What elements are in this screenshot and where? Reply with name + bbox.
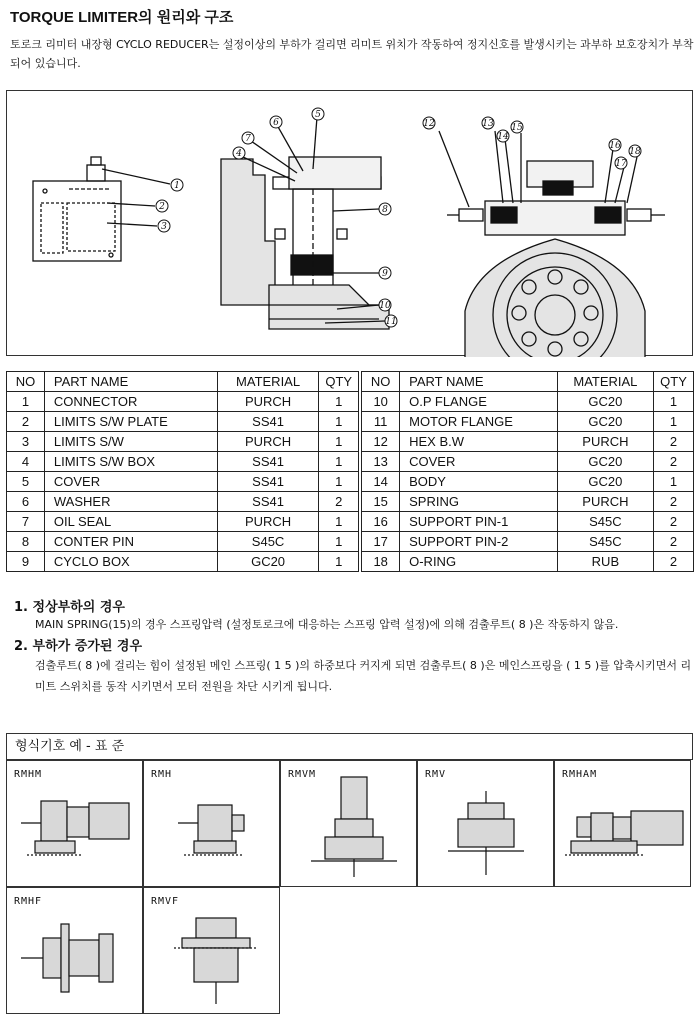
part-no: 10: [362, 392, 400, 412]
part-material: PURCH: [217, 512, 318, 532]
part-no: 12: [362, 432, 400, 452]
model-label: RMVF: [151, 896, 180, 907]
part-material: SS41: [217, 412, 318, 432]
part-qty: 2: [654, 532, 694, 552]
callout-3: 3: [161, 222, 167, 232]
callout-15: 15: [511, 123, 523, 133]
part-name: BODY: [400, 472, 558, 492]
model-label: RMV: [425, 769, 447, 780]
part-name: OIL SEAL: [44, 512, 217, 532]
part-no: 16: [362, 512, 400, 532]
table-header-row: [7, 372, 694, 392]
part-name: LIMITS S/W PLATE: [44, 412, 217, 432]
model-label: RMVM: [288, 769, 317, 780]
part-material: RUB: [557, 552, 653, 572]
part-qty: 2: [654, 552, 694, 572]
callout-13: 13: [482, 119, 494, 129]
part-name: SPRING: [400, 492, 558, 512]
part-qty: 1: [319, 432, 359, 452]
part-no: 5: [7, 472, 45, 492]
model-cell-rmh: [143, 760, 280, 887]
part-material: GC20: [557, 412, 653, 432]
callout-10: 10: [379, 301, 391, 311]
col-part-name-2: PART NAME: [400, 372, 558, 392]
callout-1: 1: [174, 181, 180, 191]
model-cell-rmvm: [280, 760, 417, 887]
part-material: GC20: [557, 472, 653, 492]
table-row: [7, 452, 694, 472]
part-material: SS41: [217, 492, 318, 512]
rmham-drawing: [555, 761, 692, 888]
page-title: TORQUE LIMITER의 원리와 구조: [10, 9, 234, 26]
part-no: 3: [7, 432, 45, 452]
rmhf-drawing: [7, 888, 144, 1015]
part-material: GC20: [557, 452, 653, 472]
part-qty: 1: [319, 452, 359, 472]
part-qty: 1: [319, 512, 359, 532]
part-no: 14: [362, 472, 400, 492]
part-no: 9: [7, 552, 45, 572]
rmv-drawing: [418, 761, 555, 888]
part-no: 8: [7, 532, 45, 552]
col-no: NO: [7, 372, 45, 392]
section1-heading: 1. 정상부하의 경우: [14, 600, 125, 615]
part-name: CONTER PIN: [44, 532, 217, 552]
part-no: 6: [7, 492, 45, 512]
table-row: [7, 432, 694, 452]
model-heading: 형식기호 예 - 표 준: [6, 733, 693, 760]
part-name: O-RING: [400, 552, 558, 572]
part-no: 1: [7, 392, 45, 412]
callout-16: 16: [609, 141, 621, 151]
callout-18: 18: [629, 147, 641, 157]
part-name: CONNECTOR: [44, 392, 217, 412]
part-qty: 1: [654, 392, 694, 412]
table-row: [7, 472, 694, 492]
section2-text: 검출루트( 8 )에 걸리는 힘이 설정된 메인 스프링( 1 5 )의 하중보다 커지게 되면 검출루트( 8 )은 메인스프링을 ( 1 5 )를 압축시키면서 리미트 스위치를 동작 시키면서 모터 전원을 차단 시키게 됩니다.: [35, 659, 692, 693]
part-material: PURCH: [217, 392, 318, 412]
part-name: COVER: [44, 472, 217, 492]
col-material-2: MATERIAL: [557, 372, 653, 392]
rmh-drawing: [144, 761, 281, 888]
part-material: PURCH: [557, 492, 653, 512]
model-label: RMHF: [14, 896, 43, 907]
part-material: SS41: [217, 452, 318, 472]
model-cell-rmvf: [143, 887, 280, 1014]
model-label: RMHM: [14, 769, 43, 780]
col-material: MATERIAL: [217, 372, 318, 392]
table-row: [7, 392, 694, 412]
part-no: 7: [7, 512, 45, 532]
part-name: HEX B.W: [400, 432, 558, 452]
callout-4: 4: [236, 149, 242, 159]
part-qty: 1: [319, 412, 359, 432]
part-qty: 1: [319, 392, 359, 412]
part-material: S45C: [557, 532, 653, 552]
structure-drawing: [7, 91, 694, 357]
callout-6: 6: [273, 118, 279, 128]
callout-14: 14: [497, 132, 509, 142]
model-cell-rmhm: [6, 760, 143, 887]
part-qty: 1: [319, 472, 359, 492]
callout-7: 7: [245, 134, 251, 144]
model-cell-rmham: [554, 760, 691, 887]
rmhm-drawing: [7, 761, 144, 888]
model-cell-rmv: [417, 760, 554, 887]
rmvm-drawing: [281, 761, 418, 888]
col-part-name: PART NAME: [44, 372, 217, 392]
table-row: [7, 552, 694, 572]
table-row: [7, 492, 694, 512]
part-name: O.P FLANGE: [400, 392, 558, 412]
part-qty: 2: [319, 492, 359, 512]
part-material: S45C: [557, 512, 653, 532]
part-material: S45C: [217, 532, 318, 552]
part-qty: 2: [654, 512, 694, 532]
part-qty: 2: [654, 432, 694, 452]
part-name: COVER: [400, 452, 558, 472]
part-no: 4: [7, 452, 45, 472]
part-no: 13: [362, 452, 400, 472]
part-material: GC20: [217, 552, 318, 572]
col-qty: QTY: [319, 372, 359, 392]
callout-8: 8: [382, 205, 388, 215]
section2-heading: 2. 부하가 증가된 경우: [14, 639, 143, 654]
col-no-2: NO: [362, 372, 400, 392]
part-no: 2: [7, 412, 45, 432]
part-name: LIMITS S/W BOX: [44, 452, 217, 472]
table-row: [7, 532, 694, 552]
callout-12: 12: [423, 119, 435, 129]
part-no: 11: [362, 412, 400, 432]
part-material: PURCH: [217, 432, 318, 452]
model-cell-rmhf: [6, 887, 143, 1014]
torque-limiter-figure: [6, 90, 693, 356]
model-label: RMH: [151, 769, 173, 780]
part-material: PURCH: [557, 432, 653, 452]
callout-2: 2: [159, 202, 165, 212]
part-qty: 2: [654, 492, 694, 512]
col-qty-2: QTY: [654, 372, 694, 392]
part-no: 17: [362, 532, 400, 552]
part-qty: 1: [319, 552, 359, 572]
callout-17: 17: [615, 159, 627, 169]
part-qty: 1: [654, 472, 694, 492]
section1-text: MAIN SPRING(15)의 경우 스프링압력 (설정토로크에 대응하는 스프링 압력 설정)에 의해 검출루트( 8 )은 작동하지 않음.: [35, 618, 619, 631]
intro-text: 토로크 리미터 내장형 CYCLO REDUCER는 설정이상의 부하가 걸리면 리미트 위치가 작동하여 정지신호를 발생시키는 과부하 보호장치가 부착 되어 있습니다.: [10, 38, 694, 70]
part-qty: 1: [319, 532, 359, 552]
part-material: SS41: [217, 472, 318, 492]
part-name: SUPPORT PIN-2: [400, 532, 558, 552]
rmvf-drawing: [144, 888, 281, 1015]
part-name: LIMITS S/W: [44, 432, 217, 452]
part-no: 15: [362, 492, 400, 512]
part-name: MOTOR FLANGE: [400, 412, 558, 432]
callout-11: 11: [385, 317, 397, 327]
part-name: WASHER: [44, 492, 217, 512]
callout-9: 9: [382, 269, 388, 279]
table-row: [7, 412, 694, 432]
part-no: 18: [362, 552, 400, 572]
part-material: GC20: [557, 392, 653, 412]
part-qty: 1: [654, 412, 694, 432]
part-name: SUPPORT PIN-1: [400, 512, 558, 532]
part-qty: 2: [654, 452, 694, 472]
part-name: CYCLO BOX: [44, 552, 217, 572]
callout-5: 5: [315, 110, 321, 120]
parts-table: [6, 371, 694, 572]
model-label: RMHAM: [562, 769, 598, 780]
table-row: [7, 512, 694, 532]
